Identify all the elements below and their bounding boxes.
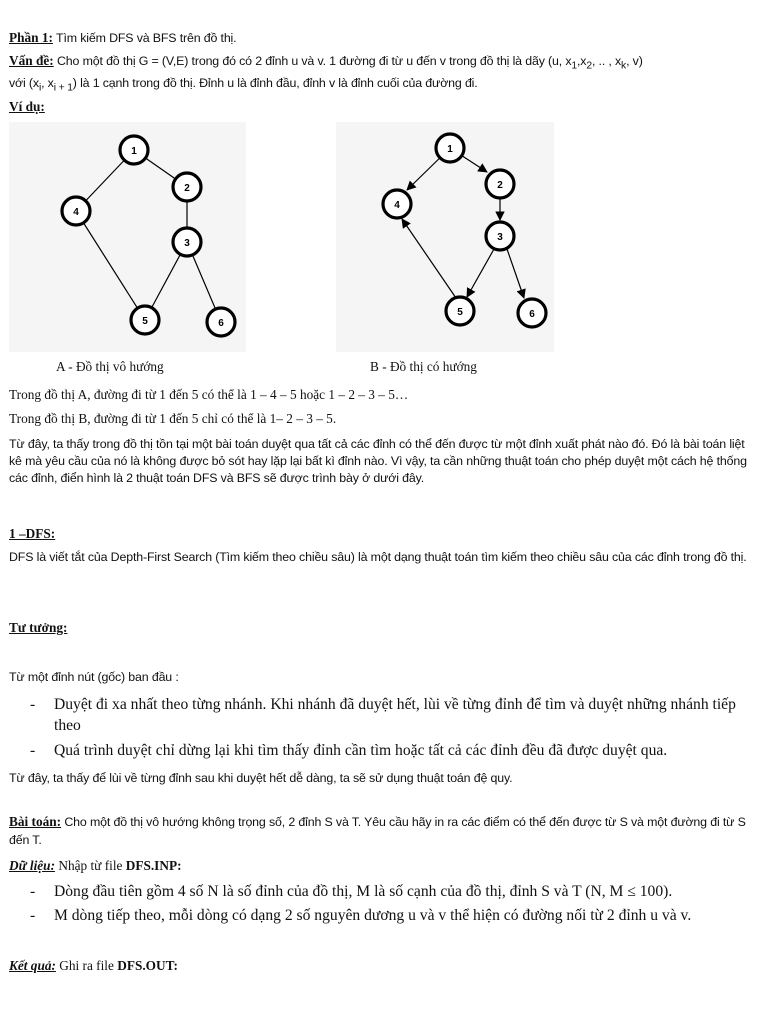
problem-paragraph [9,52,759,97]
edge-b-5-4 [402,219,456,298]
figure-a-caption: A - Đồ thị vô hướng [56,359,164,374]
input-bullet-1: - Dòng đầu tiên gồm 4 số N là số đỉnh của đồ thị, M là số cạnh của đồ thị, đỉnh S và T (N, M ≤ 100). [30,881,758,902]
node-b-2-label: 2 [497,180,503,191]
output-line [9,957,759,974]
edge-b-3-5 [467,249,494,297]
edge-a-4-5 [76,211,145,320]
node-a-2-label: 2 [184,183,190,194]
output-text: Ghi ra file [55,958,118,973]
figure-b-caption: B - Đồ thị có hướng [370,359,477,374]
graph-a-svg [9,122,246,352]
idea-intro: Từ một đỉnh nút (gốc) ban đầu : [9,670,179,684]
dfs-description: DFS là viết tắt của Depth-First Search (Tìm kiếm theo chiều sâu) là một dạng thuật toán tìm kiếm theo chiều sâu của các đỉnh trong đồ thị. [9,550,747,564]
problem-label: Vấn đề: [9,53,54,68]
node-b-3-label: 3 [497,232,503,243]
input-label: Dữ liệu: [9,858,56,873]
path-b-text: Trong đồ thị B, đường đi từ 1 đến 5 chỉ có thể là 1– 2 – 3 – 5. [9,411,337,426]
intro-paragraph: Từ đây, ta thấy trong đồ thị tồn tại một bài toán duyệt qua tất cả các đỉnh có thể đến được từ một đỉnh xuất phát nào đó. Đó là bài toán liệt kê mà yêu cầu của nó là không được bỏ sót hay lặp lại bất kì đỉnh nào. Vì vậy, ta cần những thuật toán cho phép duyệt một cách hệ thống các đỉnh, điển hình là 2 thuật toán DFS và BFS sẽ được trình bày ở dưới đây. [9,437,747,485]
problem-line2: với ($x_i$, $x_{i + 1}$) là 1 cạnh trong đồ thị. Đỉnh u là đỉnh đầu, đỉnh v là đỉnh cuối của đường đi. [9,76,478,94]
figure-a-undirected-graph [9,122,246,352]
problem-line1: Cho một đồ thị G = (V,E) trong đó có 2 đỉnh u và v. 1 đường đi từ u đến v trong đồ thị là dãy (u, $x_1,x_2$, .. , $x_k$, v) [53,54,643,72]
dfs-heading-line [9,525,759,542]
part1-title: Tìm kiếm DFS và BFS trên đồ thị. [52,31,237,45]
idea-conclusion: Từ đây, ta thấy để lùi về từng đỉnh sau khi duyệt hết dễ dàng, ta sẽ sử dụng thuật toán đệ quy. [9,771,513,785]
node-b-6-label: 6 [529,309,535,320]
node-a-5-label: 5 [142,316,148,327]
idea-heading: Tư tưởng: [9,620,68,635]
input-bullet-list [30,881,758,926]
node-b-1-label: 1 [447,144,453,155]
dfs-heading: 1 –DFS: [9,526,56,541]
idea-bullet-1: - Duyệt đi xa nhất theo từng nhánh. Khi nhánh đã duyệt hết, lùi về từng đỉnh để tìm và duyệt những nhánh tiếp theo [30,694,758,736]
example-label-line [9,98,759,115]
idea-bullet-2: - Quá trình duyệt chỉ dừng lại khi tìm thấy đỉnh cần tìm hoặc tất cả các đỉnh đều đã được duyệt qua. [30,740,758,761]
figure-b-directed-graph [336,122,554,352]
input-text: Nhập từ file [55,858,126,873]
output-label: Kết quả: [9,958,56,973]
node-a-1-label: 1 [131,146,137,157]
output-file: DFS.OUT: [117,958,178,973]
task-text: Cho một đồ thị vô hướng không trọng số, 2 đỉnh S và T. Yêu cầu hãy in ra các điểm có thể đến được từ S và một đường đi từ S đến T. [9,815,746,847]
graph-b-svg [336,122,554,352]
idea-bullet-list [30,694,758,761]
example-label: Ví dụ: [9,99,45,114]
task-label: Bài toán: [9,814,62,829]
input-file: DFS.INP: [125,858,182,873]
node-a-4-label: 4 [73,207,79,218]
node-b-4-label: 4 [394,200,400,211]
input-bullet-2: - M dòng tiếp theo, mỗi dòng có dạng 2 số nguyên dương u và v thể hiện có đường nối từ 2 đỉnh u và v. [30,905,758,926]
node-a-6-label: 6 [218,318,224,329]
part1-heading-line [9,29,759,47]
input-line [9,857,759,874]
path-a-text: Trong đồ thị A, đường đi từ 1 đến 5 có thể là 1 – 4 – 5 hoặc 1 – 2 – 3 – 5… [9,387,409,402]
idea-heading-line [9,619,759,636]
edge-b-3-6 [507,249,524,298]
part1-label: Phần 1: [9,30,53,45]
node-b-5-label: 5 [457,307,463,318]
node-a-3-label: 3 [184,238,190,249]
task-paragraph [9,813,759,849]
